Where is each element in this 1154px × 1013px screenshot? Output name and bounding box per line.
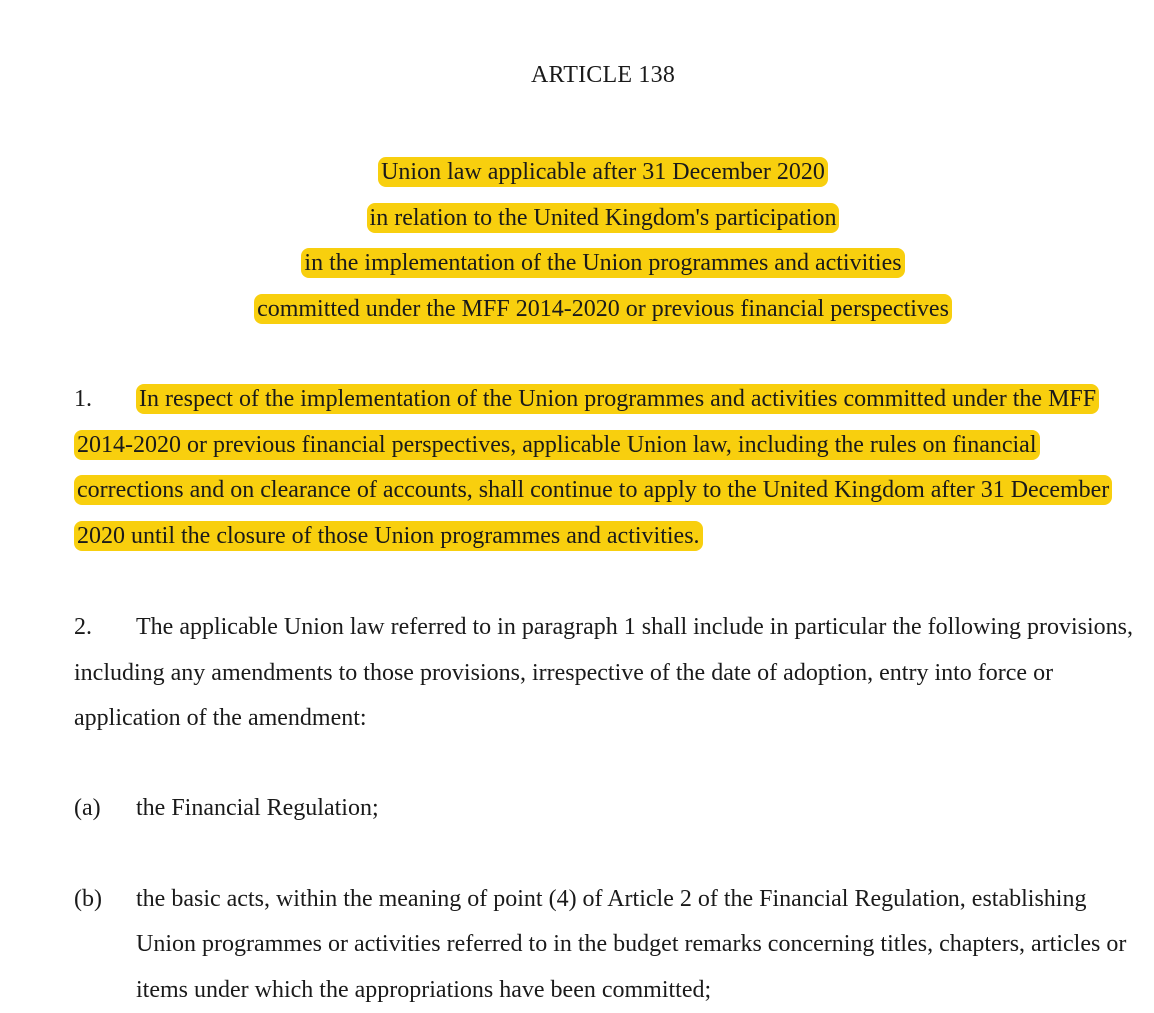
paragraph-1 xyxy=(74,377,1144,559)
paragraph-2-text: The applicable Union law referred to in paragraph 1 shall include in particular the following provisions, including any amendments to those provisions, irrespective of the date of adoption, entry into force or application of the amendment: xyxy=(74,614,1134,731)
paragraph-1-number: 1. xyxy=(74,386,92,412)
title-line-4: committed under the MFF 2014-2020 or previous financial perspectives xyxy=(254,294,952,324)
list-item-b xyxy=(74,877,1144,1013)
list-item-a xyxy=(74,786,1144,831)
paragraph-2 xyxy=(74,605,1144,742)
paragraph-2-number: 2. xyxy=(74,614,92,640)
title-line-3: in the implementation of the Union programmes and activities xyxy=(301,248,904,278)
list-item-a-label: (a) xyxy=(74,795,101,821)
list-item-a-text: the Financial Regulation; xyxy=(136,795,379,821)
article-heading: ARTICLE 138 xyxy=(530,62,676,88)
article-title xyxy=(0,150,1154,332)
title-line-2: in relation to the United Kingdom's participation xyxy=(367,203,840,233)
paragraph-1-text: In respect of the implementation of the Union programmes and activities committed under the MFF 2014-2020 or previous financial perspectives, applicable Union law, including the rules on financial corrections and on clearance of accounts, shall continue to apply to the United Kingdom after 31 December 2020 until the closure of those Union programmes and activities. xyxy=(74,384,1112,551)
list-item-b-label: (b) xyxy=(74,886,102,912)
list-item-b-text: the basic acts, within the meaning of point (4) of Article 2 of the Financial Regulation, establishing Union programmes or activities referred to in the budget remarks concerning titles, chapters, articles or items under which the appropriations have been committed; xyxy=(136,886,1127,1003)
title-line-1: Union law applicable after 31 December 2020 xyxy=(378,157,828,187)
